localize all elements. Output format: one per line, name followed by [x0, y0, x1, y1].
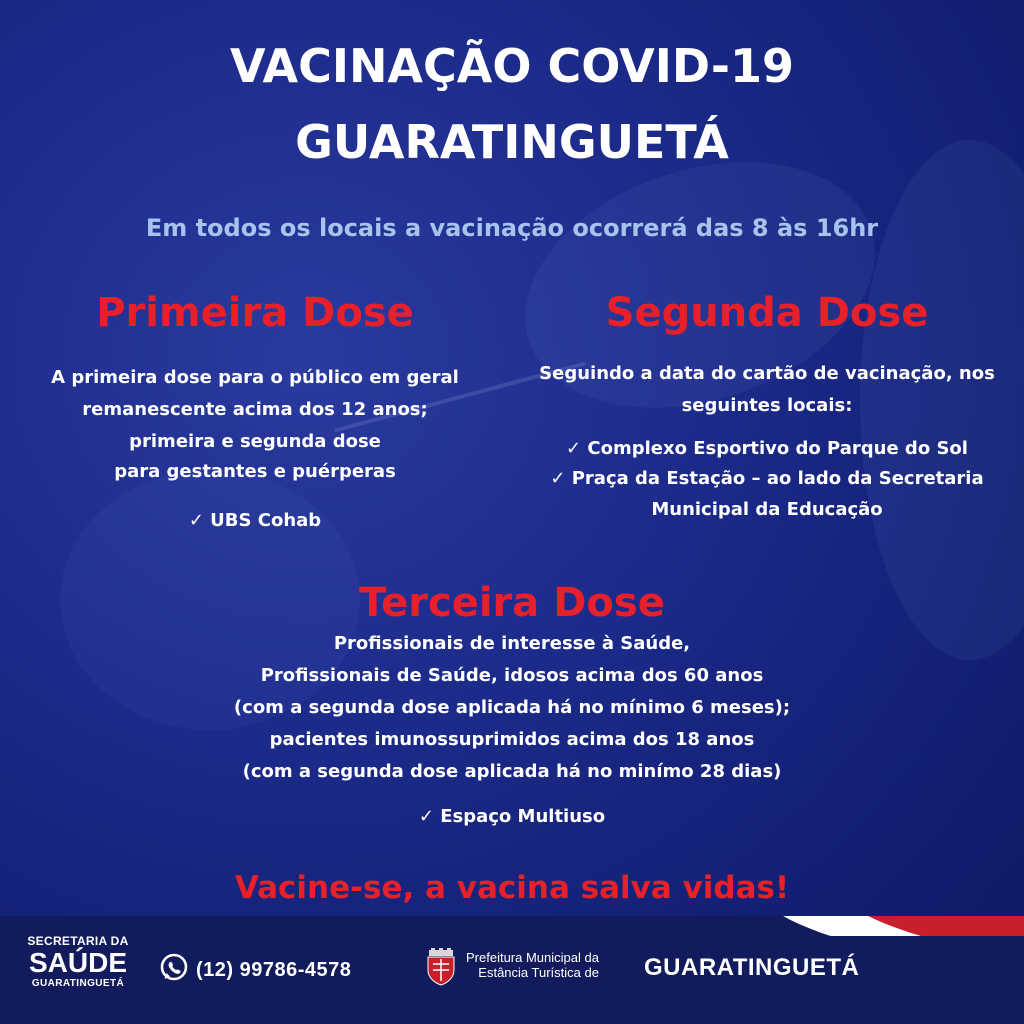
- secretaria-saude-logo: [18, 934, 138, 989]
- terceira-dose-text: pacientes imunossuprimidos acima dos 18 anos: [269, 729, 755, 750]
- terceira-dose-heading: Terceira Dose: [359, 580, 665, 626]
- whatsapp-icon: [158, 952, 190, 988]
- segunda-dose-place: Municipal da Educação: [651, 499, 883, 520]
- footer-bar: [0, 916, 1024, 1024]
- saude-logo-line1: SECRETARIA DA: [27, 934, 129, 948]
- prefeitura-label: [466, 950, 599, 980]
- segunda-dose-place: ✓ Complexo Esportivo do Parque do Sol: [566, 438, 968, 459]
- primeira-dose-text: para gestantes e puérperas: [114, 461, 396, 482]
- primeira-dose-place: ✓ UBS Cohab: [188, 510, 322, 531]
- city-name: GUARATINGUETÁ: [644, 954, 860, 981]
- terceira-dose-text: (com a segunda dose aplicada há no minímo 28 dias): [242, 761, 782, 782]
- poster-title-line2: GUARATINGUETÁ: [295, 115, 729, 169]
- terceira-dose-text: (com a segunda dose aplicada há no mínimo 6 meses);: [233, 697, 791, 718]
- terceira-dose-text: Profissionais de Saúde, idosos acima dos 60 anos: [260, 665, 764, 686]
- terceira-dose-text: Profissionais de interesse à Saúde,: [333, 633, 691, 654]
- saude-logo-line2: SAÚDE: [28, 947, 127, 978]
- terceira-dose-place: ✓ Espaço Multiuso: [418, 806, 606, 827]
- primeira-dose-text: A primeira dose para o público em geral: [51, 367, 459, 388]
- phone-number: (12) 99786-4578: [196, 958, 352, 981]
- vaccination-hours: Em todos os locais a vacinação ocorrerá das 8 às 16hr: [145, 214, 879, 242]
- poster-title-line1: VACINAÇÃO COVID-19: [229, 39, 795, 93]
- primeira-dose-heading: Primeira Dose: [96, 290, 414, 336]
- primeira-dose-text: primeira e segunda dose: [129, 431, 381, 452]
- saude-logo-line3: GUARATINGUETÁ: [31, 978, 125, 989]
- primeira-dose-text: remanescente acima dos 12 anos;: [82, 399, 428, 420]
- slogan: Vacine-se, a vacina salva vidas!: [234, 870, 790, 906]
- contact-phone[interactable]: [158, 952, 351, 988]
- prefeitura-line2: Estância Turística de: [478, 965, 599, 980]
- segunda-dose-place: ✓ Praça da Estação – ao lado da Secretaria: [550, 468, 984, 489]
- segunda-dose-text: Seguindo a data do cartão de vacinação, nos: [539, 363, 995, 384]
- city-crest-icon: [424, 948, 458, 986]
- segunda-dose-heading: Segunda Dose: [605, 290, 929, 336]
- prefeitura-line1: Prefeitura Municipal da: [466, 950, 599, 965]
- segunda-dose-text: seguintes locais:: [681, 395, 853, 416]
